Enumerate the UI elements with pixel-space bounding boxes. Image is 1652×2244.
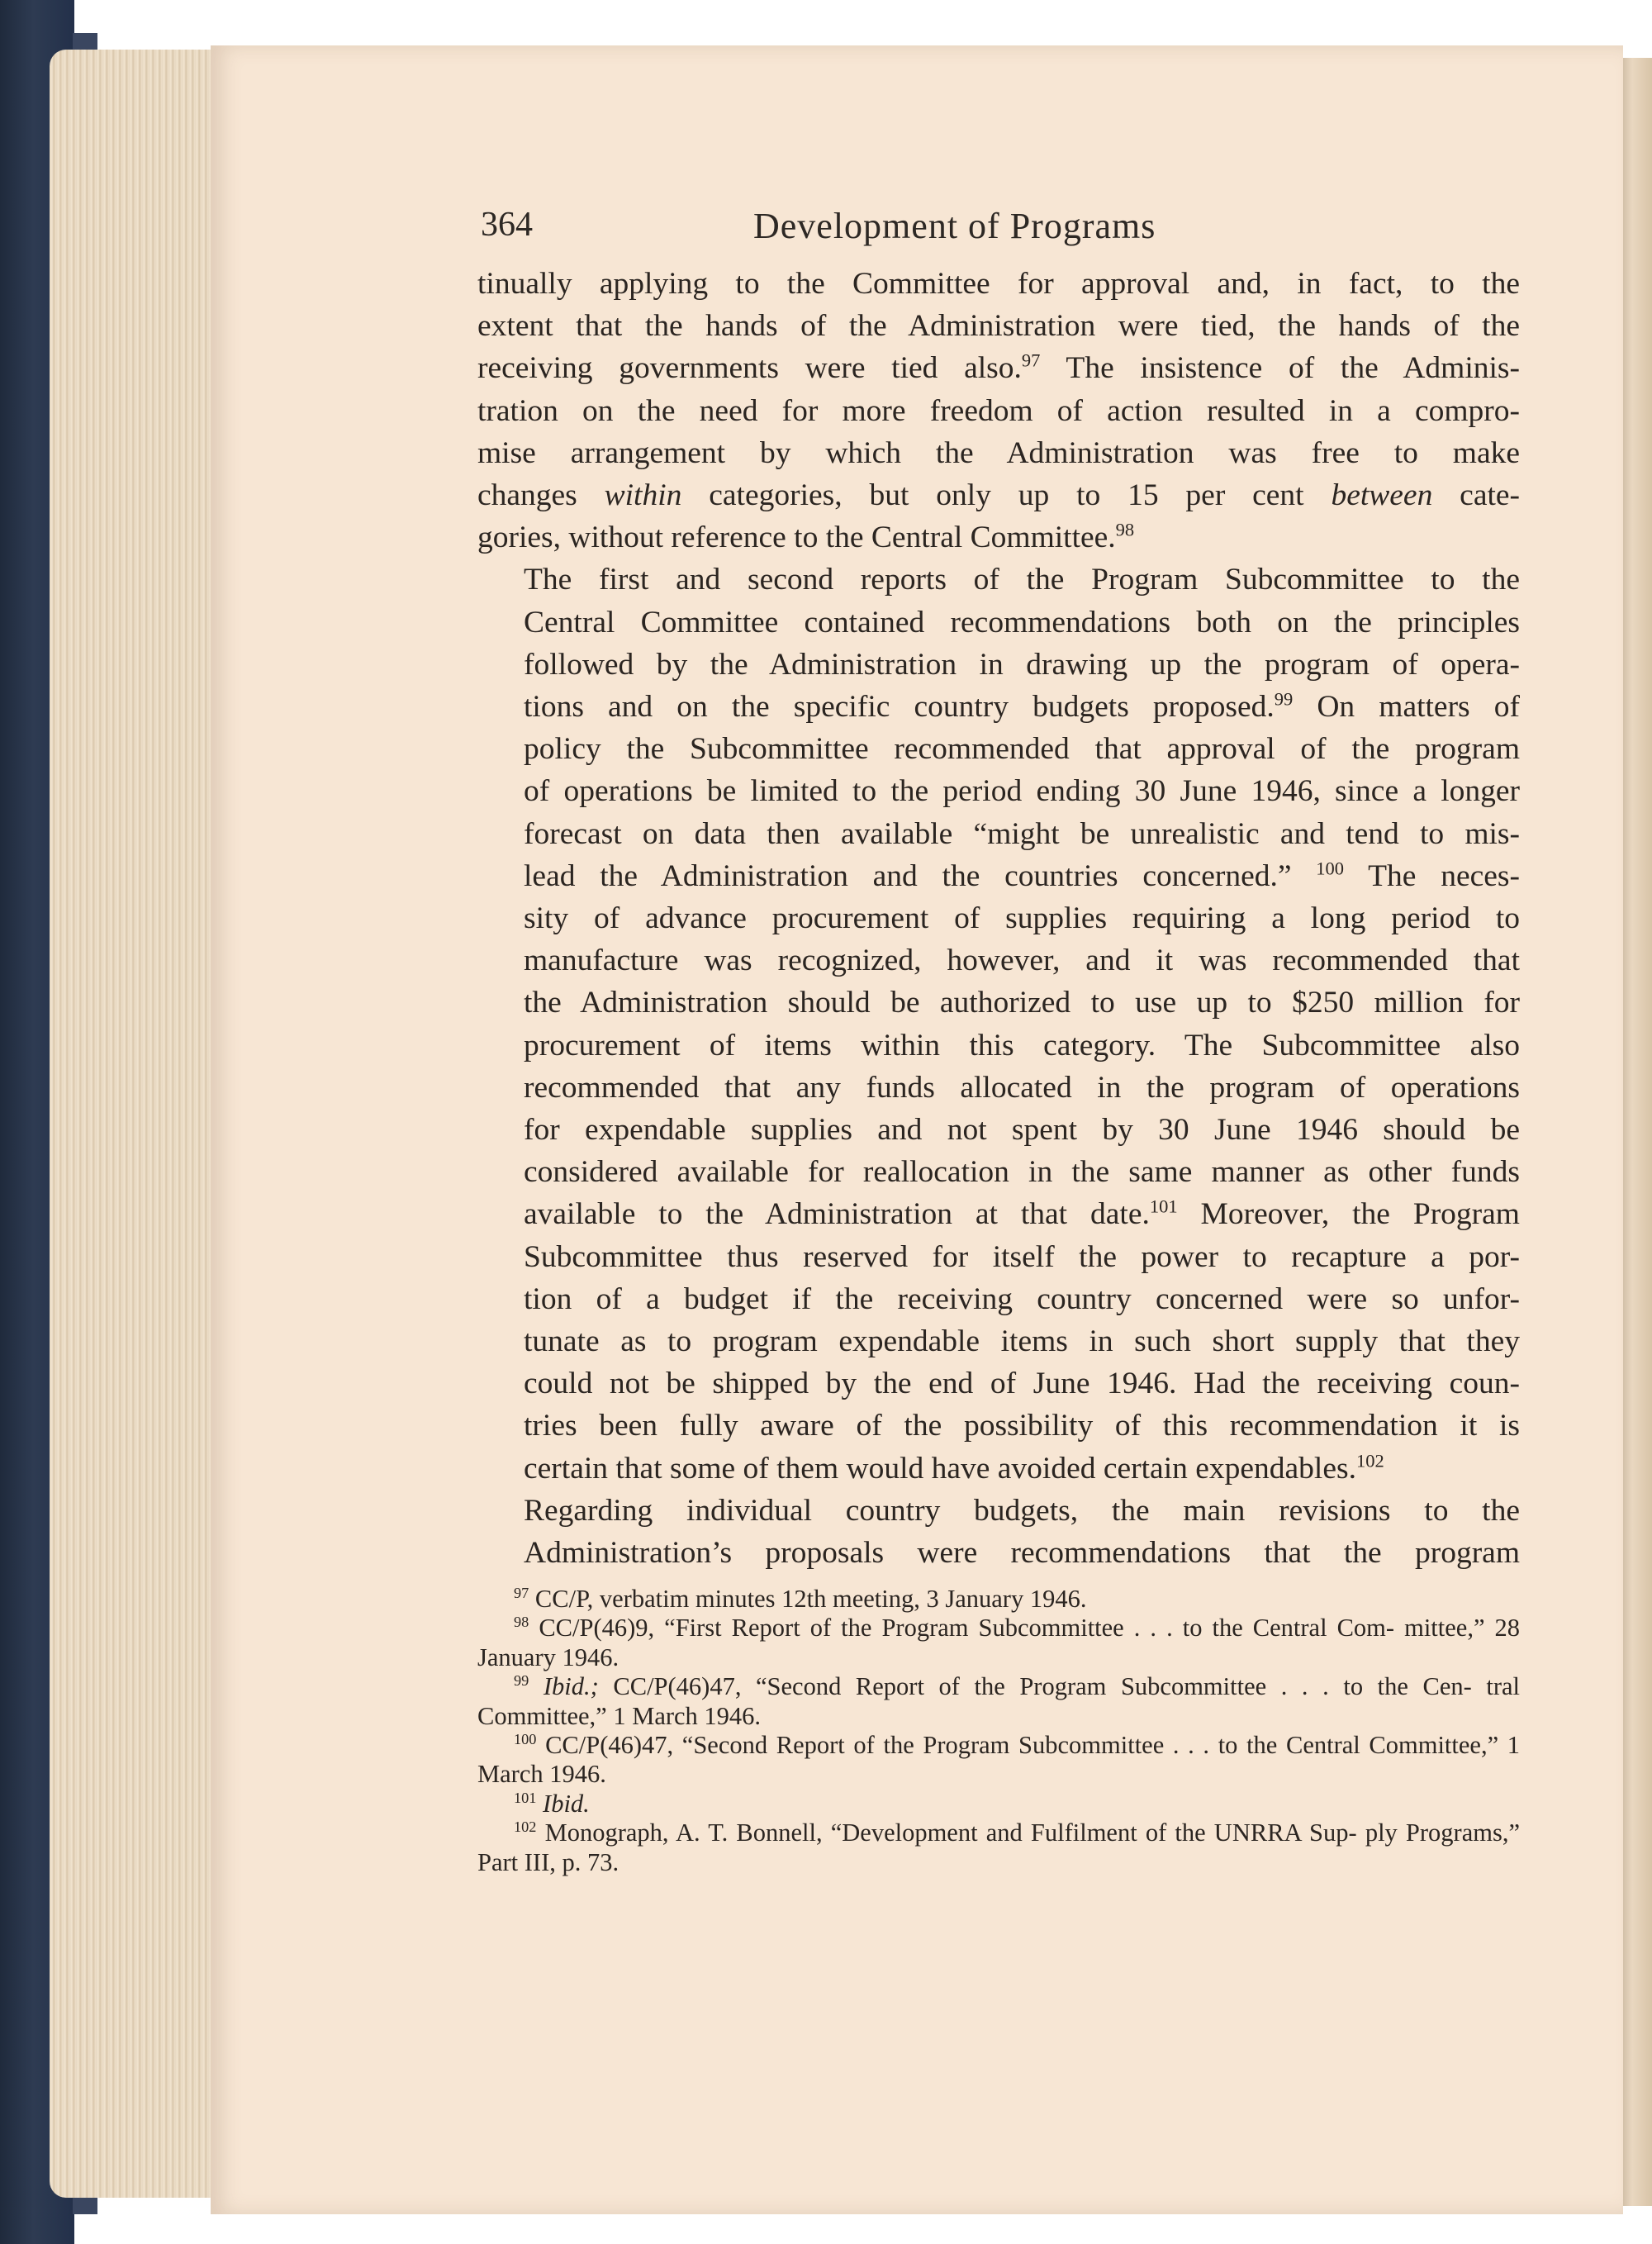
footnote-text: ply Programs,” Part III, p. 73.	[477, 1818, 1521, 1876]
footnote-ref-101: 101	[1149, 1196, 1178, 1217]
footnote-number: 102	[514, 1818, 537, 1836]
footnote-99	[477, 1672, 1520, 1731]
page-stack-edge	[50, 50, 231, 2198]
footnote-98	[477, 1614, 1520, 1672]
body-text	[477, 263, 1520, 1574]
text-fragment: The neces-	[1344, 858, 1520, 893]
text-line: mise arrangement by which the Administration was free to make	[477, 435, 1520, 470]
text-fragment: available to the Administration at that date.	[524, 1197, 1150, 1232]
text-line: recommended that any funds allocated in the program of operations	[524, 1070, 1520, 1105]
text-fragment: certain that some of them would have avoided certain expendables.	[524, 1451, 1356, 1486]
text-line: Administration’s proposals were recommendations that the program	[524, 1536, 1520, 1571]
text-fragment: On matters of	[1293, 690, 1520, 725]
footnote-italic: Ibid.	[543, 1789, 590, 1818]
footnote-number: 98	[514, 1614, 529, 1631]
text-line: tration on the need for more freedom of action resulted in a compro-	[477, 393, 1520, 428]
footnote-text: CC/P, verbatim minutes 12th meeting, 3 January 1946.	[534, 1585, 1087, 1613]
footnote-ref-102: 102	[1355, 1450, 1384, 1471]
text-line: tinually applying to the Committee for approval and, in fact, to the	[477, 267, 1520, 301]
italic-word: within	[604, 478, 682, 513]
text-line: tunate as to program expendable items in such short supply that they	[524, 1324, 1520, 1359]
paragraph-2	[477, 559, 1520, 1489]
text-fragment: gories, without reference to the Central Committee.	[477, 521, 1116, 555]
facing-page-edge	[1619, 58, 1652, 2206]
text-line: for expendable supplies and not spent by 30 June 1946 should be	[524, 1113, 1520, 1148]
text-fragment: receiving governments were tied also.	[477, 351, 1022, 386]
footnote-97	[477, 1585, 1520, 1614]
text-fragment: cate-	[1432, 478, 1521, 513]
footnote-text: mittee,” 28 January 1946.	[477, 1614, 1521, 1671]
footnote-number: 101	[514, 1789, 537, 1806]
footnote-number: 97	[514, 1585, 529, 1602]
text-line: followed by the Administration in drawing up the program of opera-	[524, 647, 1520, 682]
text-line	[477, 516, 1520, 559]
text-fragment: changes	[477, 478, 605, 513]
paragraph-3	[477, 1490, 1520, 1574]
footnote-number: 100	[514, 1731, 537, 1748]
footnote-italic: Ibid.;	[543, 1672, 599, 1701]
page-header	[481, 205, 1521, 254]
text-line: policy the Subcommittee recommended that approval of the program	[524, 732, 1520, 767]
text-line: forecast on data then available “might be unrealistic and tend to mis-	[524, 816, 1520, 851]
text-line: The first and second reports of the Program Subcommittee to the	[524, 563, 1520, 597]
footnote-text: Committee,” 1 March 1946.	[477, 1731, 1521, 1789]
italic-word: between	[1331, 478, 1433, 513]
text-line: tries been fully aware of the possibility of this recommendation it is	[524, 1409, 1520, 1443]
text-line: tion of a budget if the receiving country concerned were so unfor-	[524, 1281, 1520, 1316]
footnote-ref-98: 98	[1115, 519, 1135, 540]
text-fragment: categories, but only up to 15 per cent	[681, 478, 1332, 513]
footnote-101	[477, 1790, 1520, 1818]
text-line: considered available for reallocation in the same manner as other funds	[524, 1155, 1520, 1190]
footnote-number: 99	[514, 1672, 529, 1690]
footnote-ref-97: 97	[1021, 349, 1041, 371]
footnote-100	[477, 1731, 1520, 1790]
footnote-ref-100: 100	[1316, 858, 1345, 879]
footnote-text: CC/P(46)9, “First Report of the Program Subcommittee . . . to the Central Com-	[539, 1614, 1395, 1643]
text-fragment: The insistence of the Adminis-	[1066, 351, 1521, 386]
text-line	[477, 474, 1520, 516]
footnote-text: CC/P(46)47, “Second Report of the Program Subcommittee . . . to the Central	[545, 1731, 1360, 1760]
running-head: Development of Programs	[753, 206, 1156, 246]
text-fragment: tions and on the specific country budgets proposed.	[524, 690, 1275, 725]
footnote-text: tral Committee,” 1 March 1946.	[477, 1672, 1521, 1730]
paragraph-1	[477, 263, 1520, 559]
text-line: could not be shipped by the end of June 1946. Had the receiving coun-	[524, 1367, 1520, 1401]
text-line: the Administration should be authorized to use up to $250 million for	[524, 986, 1520, 1020]
page-number: 364	[481, 206, 533, 244]
text-line: of operations be limited to the period ending 30 June 1946, since a longer	[524, 774, 1520, 809]
footnotes	[477, 1585, 1520, 1877]
text-line: Subcommittee thus reserved for itself the power to recapture a por-	[524, 1239, 1520, 1274]
text-line	[477, 1193, 1520, 1235]
text-line: Regarding individual country budgets, the main revisions to the	[524, 1493, 1520, 1528]
text-line	[477, 1448, 1520, 1490]
text-line	[477, 347, 1520, 389]
text-fragment: Moreover, the Program	[1177, 1197, 1520, 1232]
footnote-102	[477, 1818, 1520, 1877]
text-line: extent that the hands of the Administration were tied, the hands of the	[477, 309, 1520, 344]
text-line: sity of advance procurement of supplies requiring a long period to	[524, 901, 1520, 936]
text-line	[477, 855, 1520, 897]
text-line: Central Committee contained recommendations both on the principles	[524, 605, 1520, 639]
text-line: manufacture was recognized, however, and it was recommended that	[524, 944, 1520, 978]
text-line: procurement of items within this category. The Subcommittee also	[524, 1028, 1520, 1063]
text-line	[477, 686, 1520, 728]
text-fragment: lead the Administration and the countries concerned.”	[524, 858, 1317, 893]
footnote-text: Monograph, A. T. Bonnell, “Development and Fulfilment of the UNRRA Sup-	[544, 1818, 1357, 1847]
footnote-text: CC/P(46)47, “Second Report of the Program Subcommittee . . . to the Cen-	[598, 1672, 1472, 1701]
footnote-ref-99: 99	[1274, 688, 1294, 710]
